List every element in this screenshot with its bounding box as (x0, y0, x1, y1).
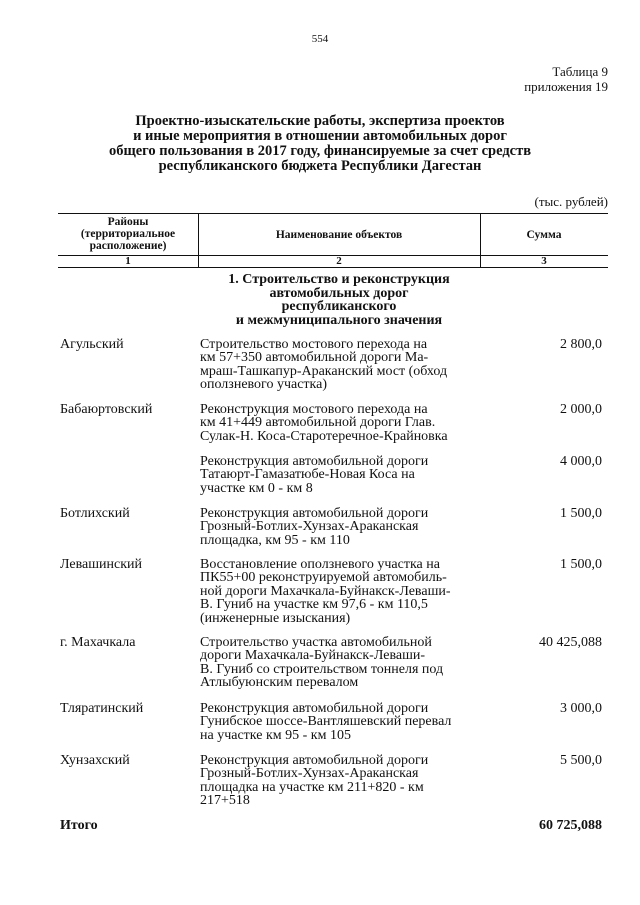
header-objects: Наименование объектов (275, 229, 403, 241)
row-object: Строительство участка автомобильной дороги Махачкала-Буйнакск-Леваши- В. Гуниб со строительством тоннеля под Атлыбуюнским перевалом (200, 635, 444, 691)
row-amount: 3 000,0 (560, 701, 602, 716)
row-amount: 2 000,0 (560, 402, 602, 417)
row-object: Реконструкция автомобильной дороги Гунибское шоссе-Вантляшевский перевал на участке км 95 - км 105 (200, 701, 452, 743)
header-districts: Районы (территориальное расположение) (80, 216, 176, 252)
row-object: Строительство мостового перехода на км 57+350 автомобильной дороги Ма- мраш-Ташкапур-Араканский мост (обход оползневого участка) (200, 337, 448, 393)
table-reference (524, 64, 608, 94)
row-object: Реконструкция мостового перехода на км 41+449 автомобильной дороги Глав. Сулак-Н. Коса-Старотеречное-Крайновка (200, 402, 448, 444)
title-line: и иные мероприятия в отношении автомобильных дорог (133, 128, 507, 144)
row-object: Реконструкция автомобильной дороги Татаюрт-Гамазатюбе-Новая Коса на участке км 0 - км 8 (200, 454, 429, 496)
row-amount: 40 425,088 (539, 635, 602, 650)
table-number: Таблица 9 (552, 64, 608, 79)
row-district: Бабаюртовский (60, 402, 153, 417)
table-top-rule (58, 213, 608, 214)
appendix-number: приложения 19 (524, 79, 608, 94)
row-district: Левашинский (60, 557, 143, 572)
row-amount: 2 800,0 (560, 337, 602, 352)
title-line: Проектно-изыскательские работы, экспертиза проектов (135, 113, 505, 129)
column-number: 1 (125, 255, 131, 267)
row-district: Ботлихский (60, 506, 130, 521)
title-line: республиканского бюджета Республики Дагестан (158, 158, 482, 174)
title-line: общего пользования в 2017 году, финансируемые за счет средств (108, 143, 532, 159)
units-label: (тыс. рублей) (534, 194, 608, 209)
column-number: 3 (541, 255, 547, 267)
row-object: Реконструкция автомобильной дороги Грозный-Ботлих-Хунзах-Араканская площадка на участке км 211+820 - км 217+518 (200, 753, 429, 809)
document-title (60, 114, 580, 174)
row-object: Восстановление оползневого участка на ПК55+00 реконструируемой автомобиль- ной дороги Махачкала-Буйнакск-Леваши- В. Гуниб на участке км 97,6 - км 110,5 (инженерные изыскания) (200, 557, 451, 626)
section-heading: 1. Строительство и реконструкция автомобильных дорог республиканского и межмуниципального значения (228, 272, 450, 328)
row-amount: 1 500,0 (560, 557, 602, 572)
row-amount: 4 000,0 (560, 454, 602, 469)
column-number-bottom-rule (58, 267, 608, 268)
total-label: Итого (60, 818, 98, 833)
row-amount: 5 500,0 (560, 753, 602, 768)
row-district: Агульский (60, 337, 124, 352)
column-number: 2 (336, 255, 342, 267)
header-amount: Сумма (526, 229, 562, 241)
row-district: г. Махачкала (60, 635, 136, 650)
total-amount: 60 725,088 (539, 818, 602, 833)
row-amount: 1 500,0 (560, 506, 602, 521)
row-district: Хунзахский (60, 753, 130, 768)
row-district: Тляратинский (60, 701, 144, 716)
row-object: Реконструкция автомобильной дороги Грозный-Ботлих-Хунзах-Араканская площадка, км 95 - км 110 (200, 506, 429, 548)
page-number: 554 (311, 33, 329, 45)
